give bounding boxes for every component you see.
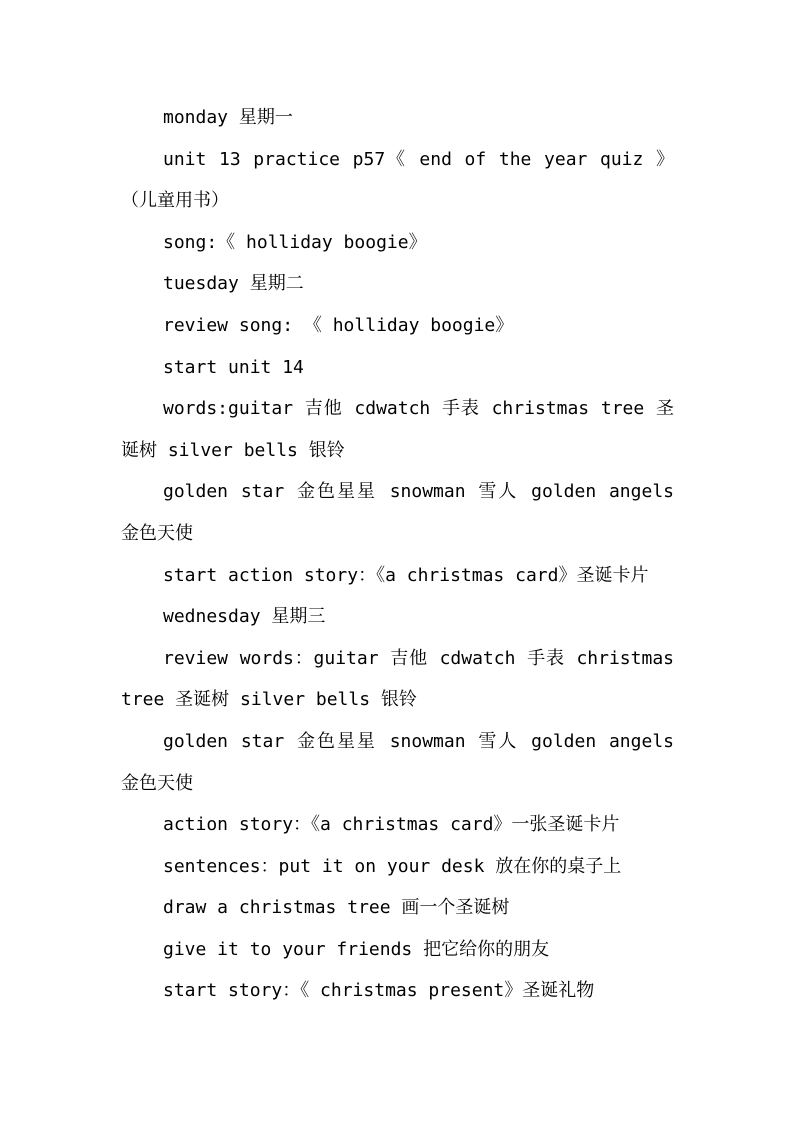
paragraph-golden-star-2: golden star 金色星星 snowman 雪人 golden angels 金色天使 (121, 730, 674, 794)
paragraph-give-friends: give it to your friends 把它给你的朋友 (163, 938, 550, 960)
paragraph-review-words: review words：guitar 吉他 cdwatch 手表 christmas tree 圣诞树 silver bells 银铃 (121, 647, 674, 711)
paragraph-sentences: sentences：put it on your desk 放在你的桌子上 (163, 855, 622, 877)
paragraph-review-song: review song: 《 holliday boogie》 (163, 314, 514, 336)
paragraph-unit-13-practice: unit 13 practice p57《 end of the year quiz 》（儿童用书） (121, 148, 674, 212)
paragraph-tuesday: tuesday 星期二 (163, 273, 304, 295)
paragraph-start-unit-14: start unit 14 (163, 356, 304, 378)
paragraph-wednesday: wednesday 星期三 (163, 606, 326, 628)
paragraph-words: words:guitar 吉他 cdwatch 手表 christmas tree 圣诞树 silver bells 银铃 (121, 398, 674, 461)
paragraph-song: song:《 holliday boogie》 (163, 231, 427, 253)
document-body (121, 97, 674, 1012)
paragraph-start-action-story: start action story：《a christmas card》圣诞卡片 (163, 564, 649, 586)
paragraph-action-story: action story：《a christmas card》一张圣诞卡片 (163, 814, 620, 836)
paragraph-start-story: start story：《 christmas present》圣诞礼物 (163, 980, 595, 1002)
paragraph-monday: monday 星期一 (163, 107, 293, 128)
paragraph-golden-star: golden star 金色星星 snowman 雪人 golden angels 金色天使 (121, 481, 674, 544)
paragraph-draw-tree: draw a christmas tree 画一个圣诞树 (163, 897, 510, 919)
